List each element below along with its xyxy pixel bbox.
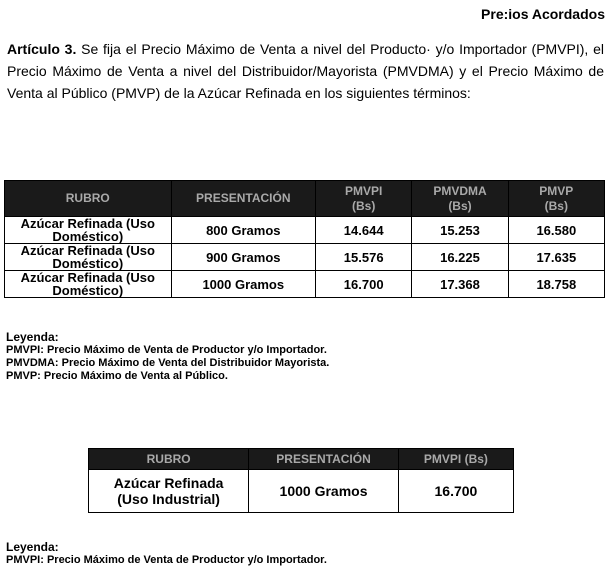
legend-heading: Leyenda:: [6, 330, 59, 344]
column-header-presentacion: PRESENTACIÓN: [171, 181, 315, 217]
legend-domestic: [6, 331, 329, 383]
page-header-title: Pre:ios Acordados: [481, 6, 605, 22]
legend-item: PMVP: Precio Máximo de Venta al Público.: [6, 370, 228, 382]
cell-pmvpi: 15.576: [316, 244, 412, 271]
cell-pmvp: 17.635: [508, 244, 604, 271]
column-header-pmvpi: [316, 181, 412, 217]
table-row: [5, 217, 605, 244]
cell-presentacion: 900 Gramos: [171, 244, 315, 271]
column-header-presentacion: PRESENTACIÓN: [249, 449, 399, 470]
column-header-rubro: RUBRO: [5, 181, 172, 217]
cell-presentacion: 1000 Gramos: [171, 271, 315, 298]
article-paragraph: [7, 38, 604, 104]
prices-table-industrial: [88, 448, 514, 513]
legend-industrial: [6, 541, 327, 567]
column-header-pmvp: [508, 181, 604, 217]
cell-pmvp: 16.580: [508, 217, 604, 244]
cell-presentacion: 800 Gramos: [171, 217, 315, 244]
prices-table-domestic: [4, 180, 605, 298]
column-header-rubro: RUBRO: [89, 449, 249, 470]
legend-item: PMVPI: Precio Máximo de Venta de Productor y/o Importador.: [6, 344, 327, 356]
cell-rubro-text: Azúcar Refinada (Uso Industrial): [113, 475, 224, 507]
cell-rubro: Azúcar Refinada (Uso Doméstico): [5, 244, 172, 271]
article-number: Artículo 3.: [7, 41, 77, 57]
cell-rubro: Azúcar Refinada (Uso Doméstico): [5, 217, 172, 244]
article-text: Se fija el Precio Máximo de Venta a nivel del Producto· y/o Importador (PMVPI), el Precio Máximo de Venta a nivel del Distribuidor/Mayorista (PMVDMA) y el Precio Máximo de Venta al Público (PMVP) de la Azúcar Refinada en los siguientes términos:: [7, 41, 604, 101]
cell-pmvdma: 15.253: [412, 217, 508, 244]
table-header-row: [89, 449, 514, 470]
cell-rubro: Azúcar Refinada (Uso Doméstico): [5, 271, 172, 298]
table-row: [5, 244, 605, 271]
column-header-pmvdma-text: PMVDMA (Bs): [433, 183, 487, 213]
column-header-pmvp-text: PMVP (Bs): [539, 183, 574, 213]
cell-pmvpi: 14.644: [316, 217, 412, 244]
column-header-pmvpi-text: PMVPI (Bs): [345, 183, 383, 213]
table-row: [5, 271, 605, 298]
cell-pmvdma: 16.225: [412, 244, 508, 271]
cell-pmvpi: 16.700: [398, 470, 513, 513]
cell-pmvpi: 16.700: [316, 271, 412, 298]
column-header-pmvpi: PMVPI (Bs): [398, 449, 513, 470]
table-header-row: [5, 181, 605, 217]
cell-presentacion: 1000 Gramos: [249, 470, 399, 513]
table-row: [89, 470, 514, 513]
legend-item: PMVDMA: Precio Máximo de Venta del Distribuidor Mayorista.: [6, 357, 330, 369]
cell-rubro: [89, 470, 249, 513]
column-header-pmvdma: [412, 181, 508, 217]
cell-pmvp: 18.758: [508, 271, 604, 298]
legend-item: PMVPI: Precio Máximo de Venta de Productor y/o Importador.: [6, 554, 327, 566]
legend-heading: Leyenda:: [6, 540, 59, 554]
cell-pmvdma: 17.368: [412, 271, 508, 298]
